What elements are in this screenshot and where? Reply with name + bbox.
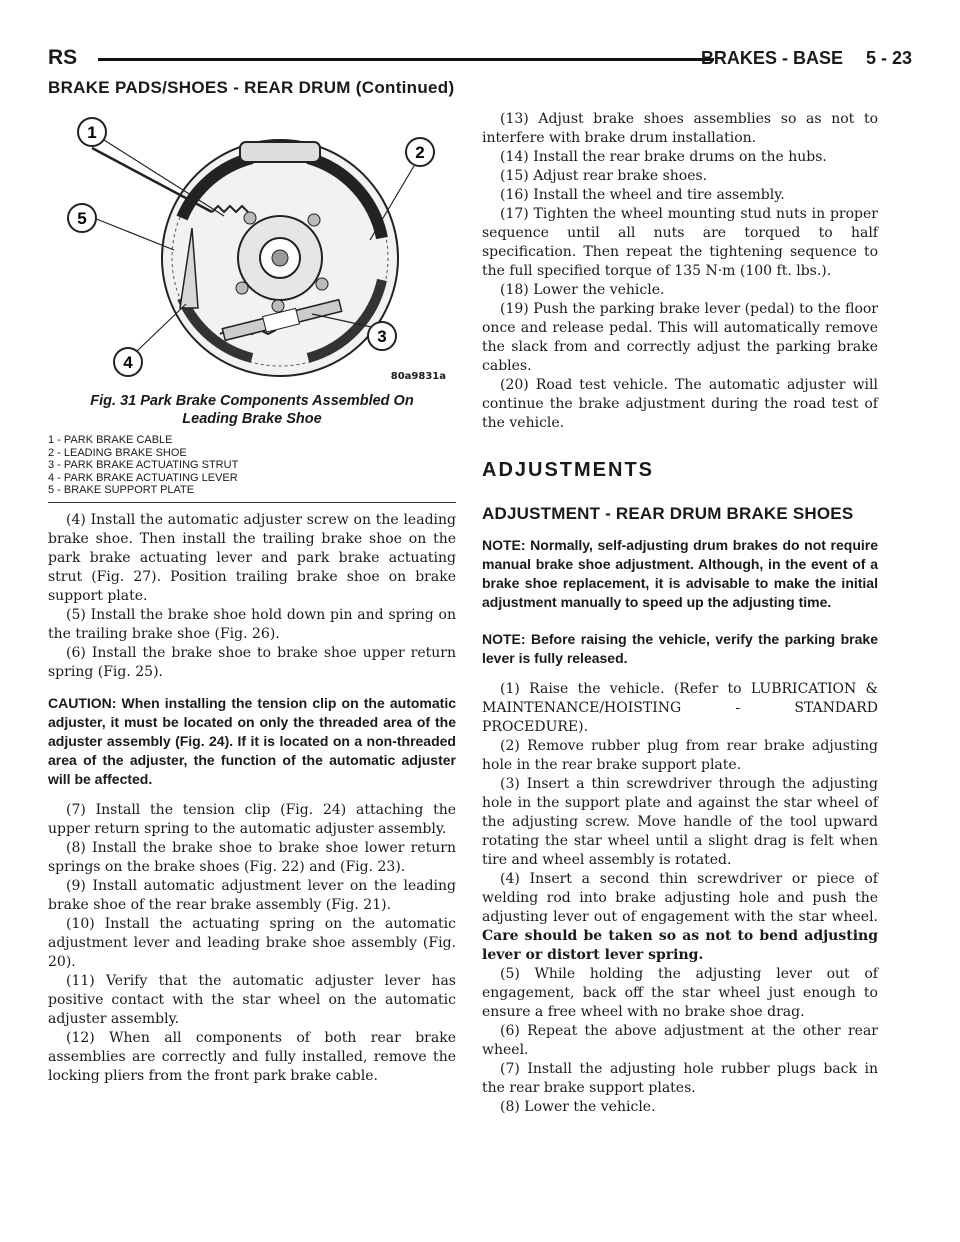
svg-text:2: 2 [415,143,425,162]
step-17: (17) Tighten the wheel mounting stud nuts in proper sequence until all nuts are torqued to half specification. Then repeat the tightening sequence to the full specified torque of 135 N·m (100 ft. lbs.). [482,206,878,279]
figure-park-brake [52,108,452,384]
step-19: (19) Push the parking brake lever (pedal) to the floor once and release pedal. This will automatically remove the slack from and correctly adjust the parking brake cables. [482,301,878,374]
figure-caption-line2: Leading Brake Shoe [182,411,322,427]
adj-step-1: (1) Raise the vehicle. (Refer to LUBRICATION & MAINTENANCE/HOISTING - STANDARD PROCEDURE). [482,681,878,735]
brake-assembly-illustration [52,108,452,384]
adj-step-4 [482,870,878,965]
header-section: BRAKES - BASE [700,48,843,68]
legend-item: 1 - PARK BRAKE CABLE [48,434,173,446]
step-6: (6) Install the brake shoe to brake shoe upper return spring (Fig. 25). [48,644,456,680]
figure-caption [48,392,456,428]
adjustment-subheading: ADJUSTMENT - REAR DRUM BRAKE SHOES [482,504,854,523]
left-column [48,108,456,1086]
caution-note: CAUTION: When installing the tension clip on the automatic adjuster, it must be located on only the threaded area of the adjuster assembly (Fig. 24). If it is located on a non-threaded area of the adjuster, the function of the automatic adjuster will be affected. [48,694,456,787]
header-section-page [701,46,912,70]
header-rule [98,58,714,61]
callout-4 [114,348,142,376]
step-11: (11) Verify that the automatic adjuster lever has positive contact with the star wheel on the automatic adjuster assembly. [48,972,456,1027]
callout-5 [68,204,96,232]
step-5: (5) Install the brake shoe hold down pin and spring on the trailing brake shoe (Fig. 26). [48,606,456,642]
step-7: (7) Install the tension clip (Fig. 24) attaching the upper return spring to the automatic adjuster assembly. [48,801,456,837]
header-page-number: 5 - 23 [865,48,912,68]
step-8: (8) Install the brake shoe to brake shoe lower return springs on the brake shoes (Fig. 22) and (Fig. 23). [48,839,456,875]
adj-step-7: (7) Install the adjusting hole rubber plugs back in the rear brake support plates. [482,1061,878,1096]
adj-step-3: (3) Insert a thin screwdriver through the adjusting hole in the support plate and against the star wheel of the adjusting screw. Move handle of the tool upward rotating the star wheel until a slight drag is felt when tire and wheel assembly is rotated. [482,776,878,868]
legend-item: 4 - PARK BRAKE ACTUATING LEVER [48,471,238,484]
adjustments-heading: ADJUSTMENTS [482,459,655,481]
svg-text:4: 4 [123,353,133,372]
adj-step-6: (6) Repeat the above adjustment at the other rear wheel. [482,1023,878,1058]
note-self-adjusting: NOTE: Normally, self-adjusting drum brakes do not require manual brake shoe adjustment. Although, in the event of a brake shoe replacement, it is advisable to make the initial adjustment manually to speed up the adjusting time. [482,537,878,610]
svg-text:5: 5 [77,209,87,228]
svg-text:3: 3 [377,327,387,346]
callout-3 [368,322,396,350]
legend-item: 5 - BRAKE SUPPORT PLATE [48,484,195,496]
adj-step-5: (5) While holding the adjusting lever out of engagement, back off the star wheel just enough to ensure a free wheel with no brake shoe drag. [482,966,878,1020]
header-model-code: RS [48,46,78,69]
step-18: (18) Lower the vehicle. [500,282,665,298]
legend-item: 3 - PARK BRAKE ACTUATING STRUT [48,459,239,471]
note-parking-brake: NOTE: Before raising the vehicle, verify the parking brake lever is fully released. [482,631,878,666]
adj-step-8: (8) Lower the vehicle. [500,1099,656,1115]
svg-text:1: 1 [87,123,97,142]
figure-legend [48,434,456,503]
adj-step-2: (2) Remove rubber plug from rear brake adjusting hole in the rear brake support plate. [482,738,878,773]
legend-item: 2 - LEADING BRAKE SHOE [48,446,187,459]
step-12: (12) When all components of both rear brake assemblies are correctly and fully installed, remove the locking pliers from the front park brake cable. [48,1029,456,1084]
callout-2 [406,138,434,166]
step-4: (4) Install the automatic adjuster screw on the leading brake shoe. Then install the trailing brake shoe on the park brake actuating lever and park brake actuating strut (Fig. 27). Position trailing brake shoe on brake support plate. [48,511,456,604]
step-16: (16) Install the wheel and tire assembly. [500,187,785,203]
right-column [482,110,878,1117]
step-20: (20) Road test vehicle. The automatic adjuster will continue the brake adjustment during the road test of the vehicle. [482,377,878,431]
callout-1 [78,118,106,146]
page-header [48,46,912,70]
step-10: (10) Install the actuating spring on the automatic adjustment lever and leading brake shoe assembly (Fig. 20). [48,915,456,970]
section-title: BRAKE PADS/SHOES - REAR DRUM (Continued) [48,78,455,97]
step-13: (13) Adjust brake shoes assemblies so as not to interfere with brake drum installation. [482,111,878,146]
adj-step-4-text: (4) Insert a second thin screwdriver or piece of welding rod into brake adjusting hole and push the adjusting lever out of engagement with the star wheel. [482,871,878,925]
figure-code: 80a9831a [390,371,446,382]
step-15: (15) Adjust rear brake shoes. [500,168,708,184]
step-9: (9) Install automatic adjustment lever on the leading brake shoe of the rear brake assembly (Fig. 21). [48,877,456,913]
adj-step-4-warning: Care should be taken so as not to bend adjusting lever or distort lever spring. [482,928,878,963]
step-14: (14) Install the rear brake drums on the hubs. [500,149,827,165]
figure-caption-line1: Fig. 31 Park Brake Components Assembled On [90,393,414,409]
